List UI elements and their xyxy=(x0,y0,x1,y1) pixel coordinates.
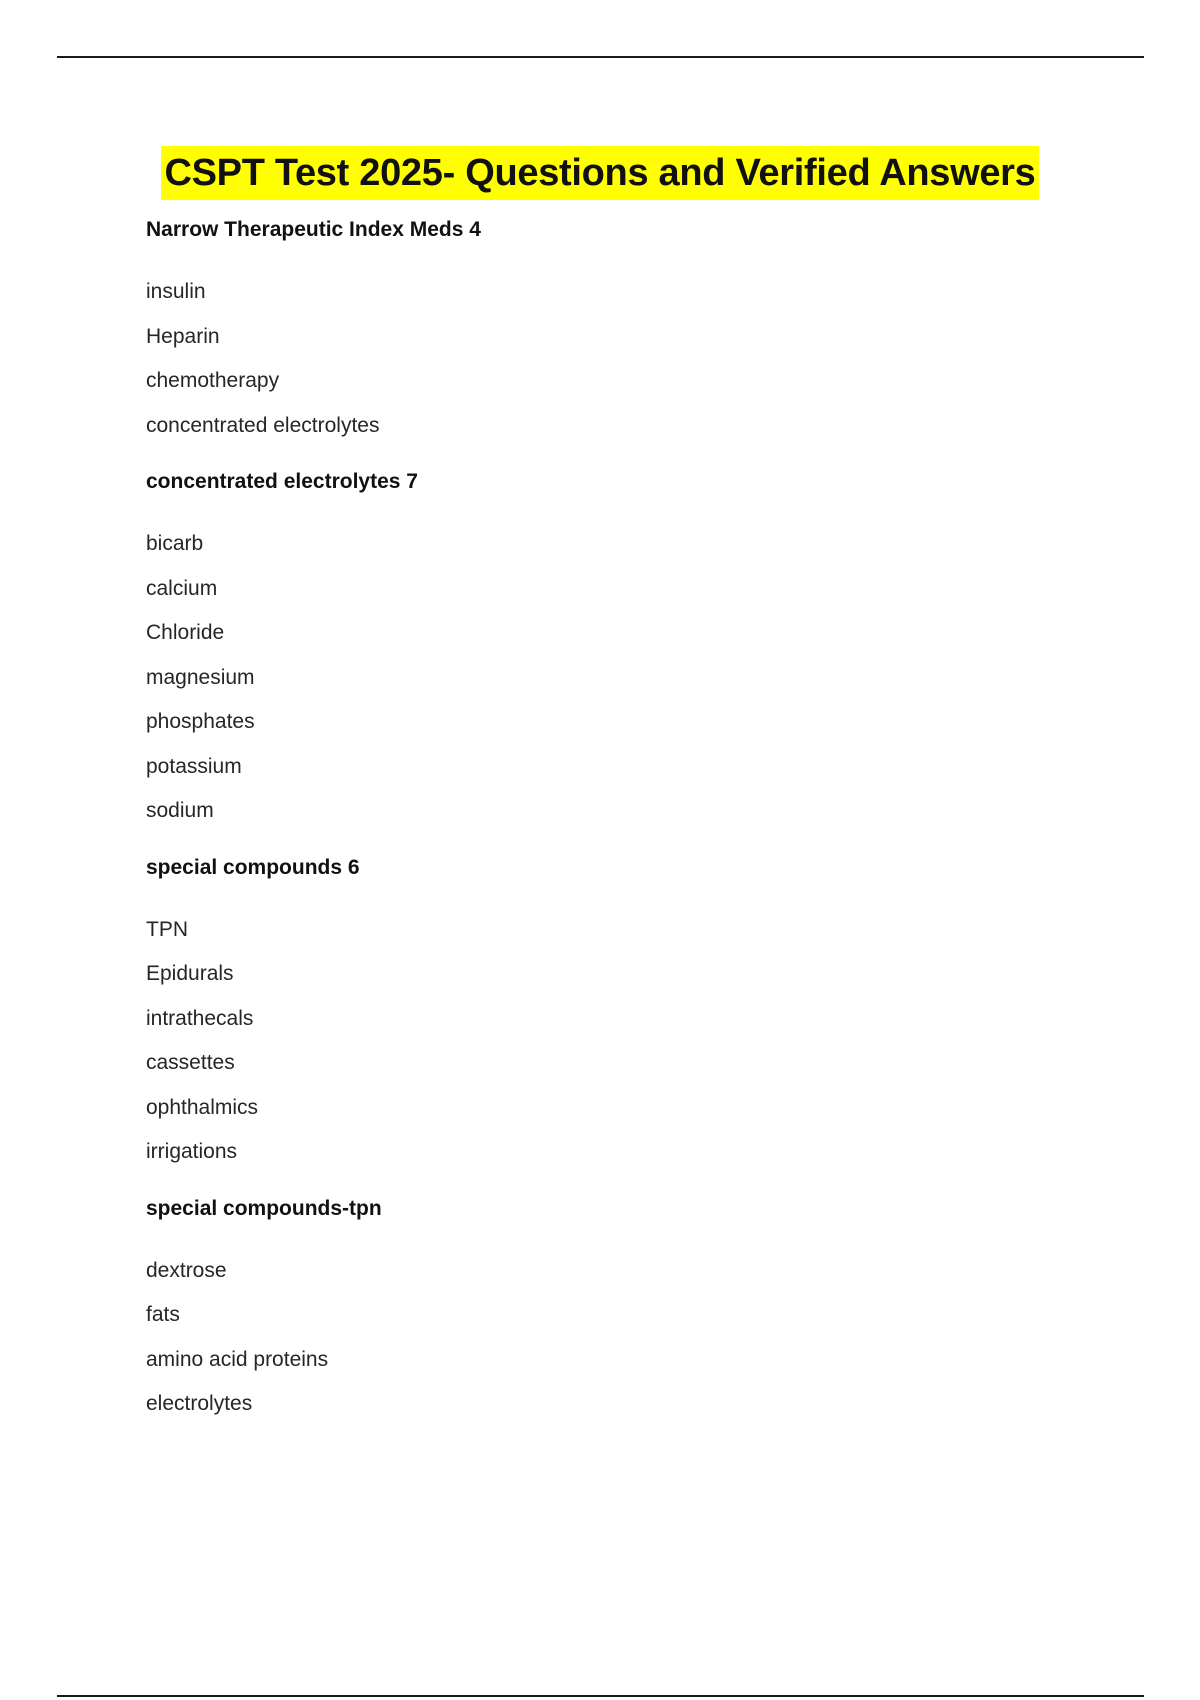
list-item: Chloride xyxy=(146,621,225,644)
section-heading: concentrated electrolytes 7 xyxy=(146,470,418,493)
list-item: irrigations xyxy=(146,1140,238,1163)
list-item: electrolytes xyxy=(146,1392,253,1415)
list-item: bicarb xyxy=(146,532,204,555)
list-item: phosphates xyxy=(146,710,255,733)
list-item: Epidurals xyxy=(146,962,234,985)
section-heading: special compounds-tpn xyxy=(146,1196,382,1220)
list-item: ophthalmics xyxy=(146,1095,259,1119)
list-item: amino acid proteins xyxy=(146,1347,329,1371)
answer-list xyxy=(146,1249,1046,1427)
list-item: fats xyxy=(146,1303,180,1326)
section-heading: Narrow Therapeutic Index Meds 4 xyxy=(146,218,481,241)
answer-list xyxy=(146,908,1046,1175)
list-item: magnesium xyxy=(146,665,255,689)
bottom-divider xyxy=(57,1695,1144,1697)
list-item: intrathecals xyxy=(146,1006,254,1030)
section-heading: special compounds 6 xyxy=(146,855,360,879)
list-item: concentrated electrolytes xyxy=(146,413,380,437)
document-title: CSPT Test 2025- Questions and Verified Answers xyxy=(161,146,1038,200)
list-item: chemotherapy xyxy=(146,369,280,392)
list-item: dextrose xyxy=(146,1258,227,1282)
section-concentrated-electrolytes xyxy=(146,462,1046,834)
document-content xyxy=(146,210,1046,1427)
top-divider xyxy=(57,56,1144,58)
list-item: Heparin xyxy=(146,324,220,348)
list-item: sodium xyxy=(146,799,214,822)
list-item: potassium xyxy=(146,754,242,778)
list-item: TPN xyxy=(146,917,188,941)
section-narrow-therapeutic-index xyxy=(146,210,1046,448)
list-item: insulin xyxy=(146,280,206,303)
section-special-compounds-tpn xyxy=(146,1189,1046,1427)
section-special-compounds xyxy=(146,848,1046,1175)
answer-list xyxy=(146,522,1046,834)
answer-list xyxy=(146,270,1046,448)
list-item: calcium xyxy=(146,576,218,600)
list-item: cassettes xyxy=(146,1051,235,1074)
title-container xyxy=(0,146,1200,200)
